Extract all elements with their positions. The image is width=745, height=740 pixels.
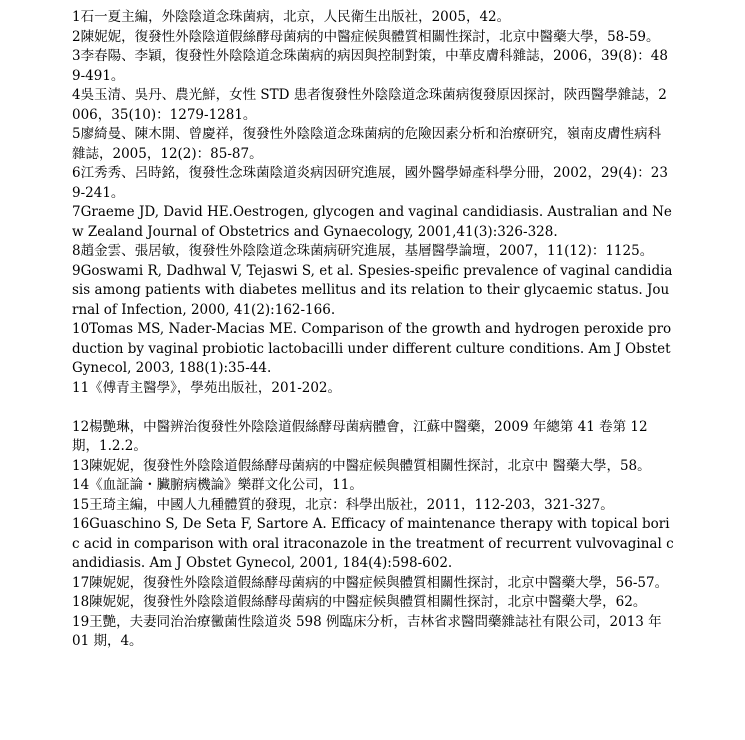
reference-7: 7Graeme JD, David HE.Oestrogen, glycogen and vaginal candidiasis. Australian and New Zealand Journal of Obstetrics and Gynaecology, 2001,41(3):326-328. — [72, 204, 672, 240]
reference-6: 6江秀秀、呂時銘，復發性念珠菌陰道炎病因研究進展，國外醫學婦產科學分冊，2002，29(4)：239-241。 — [72, 165, 668, 201]
reference-8: 8趙金雲、張居敏，復發性外陰陰道念珠菌病研究進展，基層醫學論壇，2007，11(12)：1125。 — [72, 243, 654, 259]
reference-5: 5廖綺曼、陳木開、曾慶祥，復發性外陰陰道念珠菌病的危險因素分析和治療研究，嶺南皮膚性病科雜誌，2005，12(2)：85-87。 — [72, 126, 662, 162]
reference-4: 4吳玉清、吳丹、農光鮮，女性 STD 患者復發性外陰陰道念珠菌病復發原因探討，陝西醫學雜誌，2006，35(10)：1279-1281。 — [72, 87, 667, 123]
reference-11: 11《傅青主醫學》，學苑出版社，201-202。 — [72, 379, 342, 396]
reference-18: 18陳妮妮，復發性外陰陰道假絲酵母菌病的中醫症候與體質相關性探討，北京中醫藥大學，62。 — [72, 594, 647, 610]
reference-list — [72, 8, 674, 652]
reference-3: 3李春陽、李穎，復發性外陰陰道念珠菌病的病因與控制對策，中華皮膚科雜誌，2006，39(8)：489-491。 — [72, 48, 668, 84]
reference-9: 9Goswami R, Dadhwal V, Tejaswi S, et al. Spesies-speific prevalence of vaginal candidiasis among patients with diabetes mellitus and its relation to their glycaemic status. Journal of Infection, 2000, 41(2):162-166. — [72, 262, 673, 318]
reference-10: 10Tomas MS, Nader-Macias ME. Comparison of the growth and hydrogen peroxide production by vaginal probiotic lactobacilli under different culture conditions. Am J Obstet Gynecol, 2003, 188(1):35-44. — [72, 321, 672, 376]
section-gap — [72, 398, 674, 418]
reference-17: 17陳妮妮，復發性外陰陰道假絲酵母菌病的中醫症候與體質相關性探討，北京中醫藥大學，56-57。 — [72, 574, 669, 591]
reference-12: 12楊艷琳，中醫辨治復發性外陰陰道假絲酵母菌病體會，江蘇中醫藥，2009 年總第 41 卷第 12 期，1.2.2。 — [72, 418, 648, 454]
reference-13: 13陳妮妮，復發性外陰陰道假絲酵母菌病的中醫症候與體質相關性探討，北京中 醫藥大學，58。 — [72, 457, 651, 474]
reference-1: 1石一夏主編，外陰陰道念珠菌病，北京，人民衛生出版社，2005，42。 — [72, 9, 511, 25]
reference-16: 16Guaschino S, De Seta F, Sartore A. Efficacy of maintenance therapy with topical boric acid in comparison with oral itraconazole in the treatment of recurrent vulvovaginal candidiasis. Am J Obstet Gynecol, 2001, 184(4):598-602. — [72, 516, 674, 571]
reference-15: 15王琦主編，中國人九種體質的發現，北京：科學出版社，2011，112-203，321-327。 — [72, 496, 614, 513]
reference-2: 2陳妮妮，復發性外陰陰道假絲酵母菌病的中醫症候與體質相關性探討，北京中醫藥大學，58-59。 — [72, 28, 660, 45]
reference-14: 14《血証論・臟腑病機論》樂群文化公司，11。 — [72, 477, 363, 493]
reference-19: 19王艷，夫妻同治治療黴菌性陰道炎 598 例臨床分析，吉林省求醫問藥雜誌社有限公司，2013 年 01 期，4。 — [72, 613, 662, 649]
